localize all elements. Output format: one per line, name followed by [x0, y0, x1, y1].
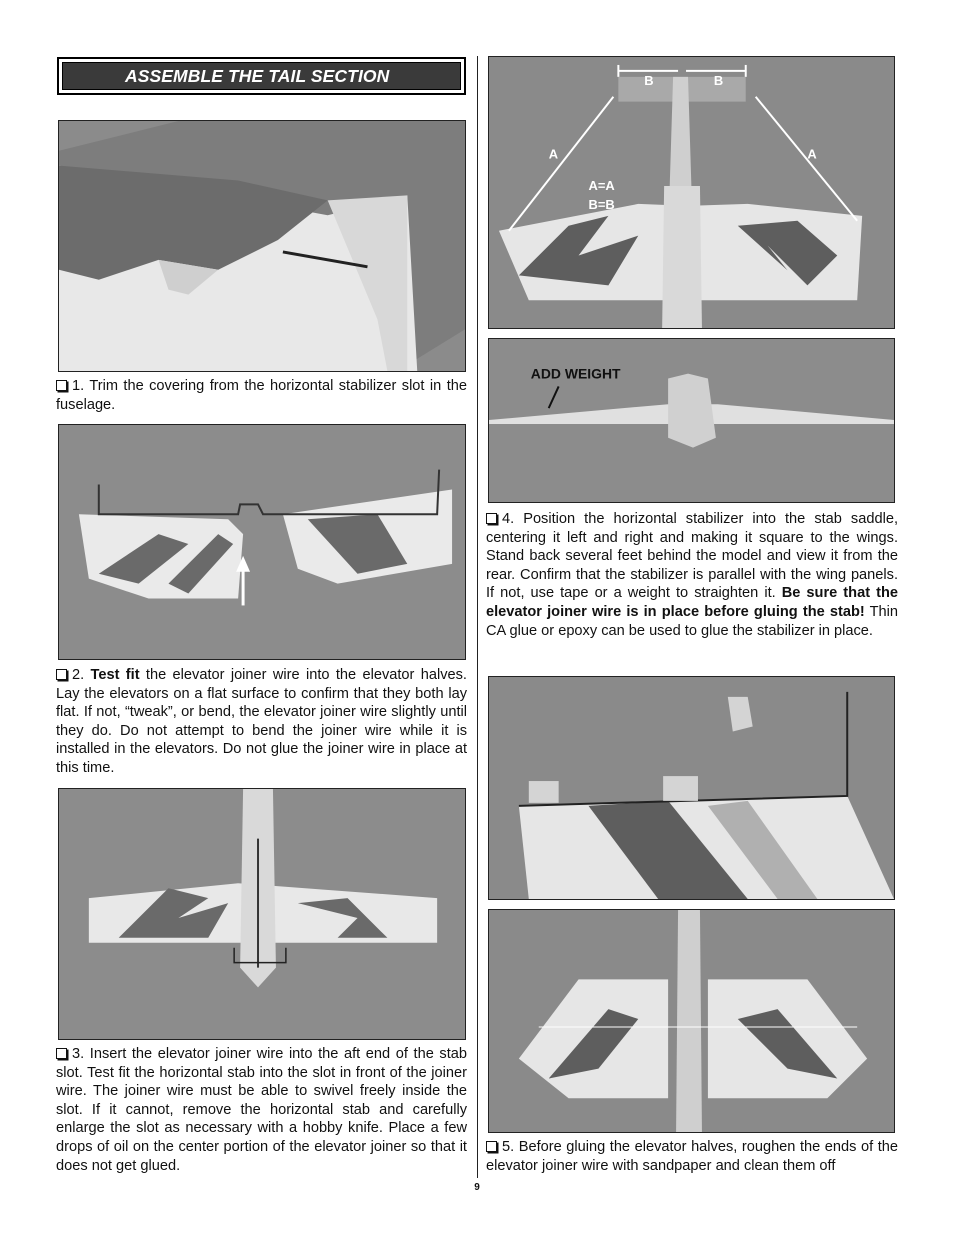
step-3 — [56, 1045, 467, 1175]
checkbox-icon[interactable] — [56, 380, 67, 391]
step-5-text: 5. Before gluing the elevator halves, roughen the ends of the elevator joiner wire with sandpaper and clean them off — [486, 1139, 898, 1174]
step-2-text: the elevator joiner wire into the elevator halves. Lay the elevators on a flat surface to confirm that they both lay flat. If not, “tweak”, or bend, the elevator joiner wire slightly until they do. Do not attempt to bend the joiner wire while it is installed in the elevators. Do not glue the joiner wire in place at this time. — [56, 667, 467, 776]
label-b-equal: B=B — [588, 196, 615, 212]
label-add-weight: ADD WEIGHT — [530, 365, 621, 382]
photo-rear-view — [488, 338, 895, 503]
step-4-bold: Be sure that the elevator joiner wire is in place before gluing the stab! — [486, 585, 898, 620]
checkbox-icon[interactable] — [56, 1048, 67, 1059]
section-header-band — [62, 62, 461, 90]
step-4 — [486, 510, 898, 640]
photo-elevator-halves — [58, 424, 466, 660]
page-number: 9 — [474, 1182, 480, 1193]
photo-stab-top — [488, 909, 895, 1133]
checkbox-icon[interactable] — [486, 1141, 497, 1152]
photo-joiner-closeup — [488, 676, 895, 900]
label-a-left: A — [548, 146, 559, 162]
section-header — [57, 57, 466, 95]
section-title: ASSEMBLE THE TAIL SECTION — [125, 65, 390, 86]
photo-alignment-measure — [488, 56, 895, 329]
label-a-right: A — [807, 146, 817, 162]
step-2-bold: Test fit — [90, 667, 140, 683]
step-4-text: 4. Position the horizontal stabilizer into the stab saddle, centering it left and right and making it square to the wings. Stand back several feet behind the model and view it from the rear. Confirm that the stabilizer is parallel with the wing panels. If not, use tape or a weight to straighten it. — [486, 511, 898, 602]
step-1-text: 1. Trim the covering from the horizontal stabilizer slot in the fuselage. — [56, 378, 467, 413]
label-a-equal: A=A — [588, 178, 615, 194]
photo-stab-slot — [58, 788, 466, 1040]
step-5 — [486, 1138, 898, 1175]
step-1 — [56, 377, 467, 414]
column-divider — [477, 56, 478, 1178]
label-b-right: B — [713, 72, 724, 88]
checkbox-icon[interactable] — [56, 669, 67, 680]
step-4-text-end: Thin CA glue or epoxy can be used to glue the stabilizer in place. — [486, 603, 898, 639]
photo-fuselage-slot — [58, 120, 466, 372]
label-b-left: B — [644, 72, 654, 88]
checkbox-icon[interactable] — [486, 513, 497, 524]
step-3-text: 3. Insert the elevator joiner wire into the aft end of the stab slot. Test fit the horizontal stab into the slot in front of the joiner wire. The joiner wire must be able to swivel freely inside the slot. If it cannot, remove the horizontal stab and carefully enlarge the slot as necessary with a hobby knife. Place a few drops of oil on the center portion of the elevator joiner so that it does not get glued. — [56, 1046, 467, 1174]
step-2 — [56, 666, 467, 778]
step-2-number: 2. — [72, 667, 85, 683]
